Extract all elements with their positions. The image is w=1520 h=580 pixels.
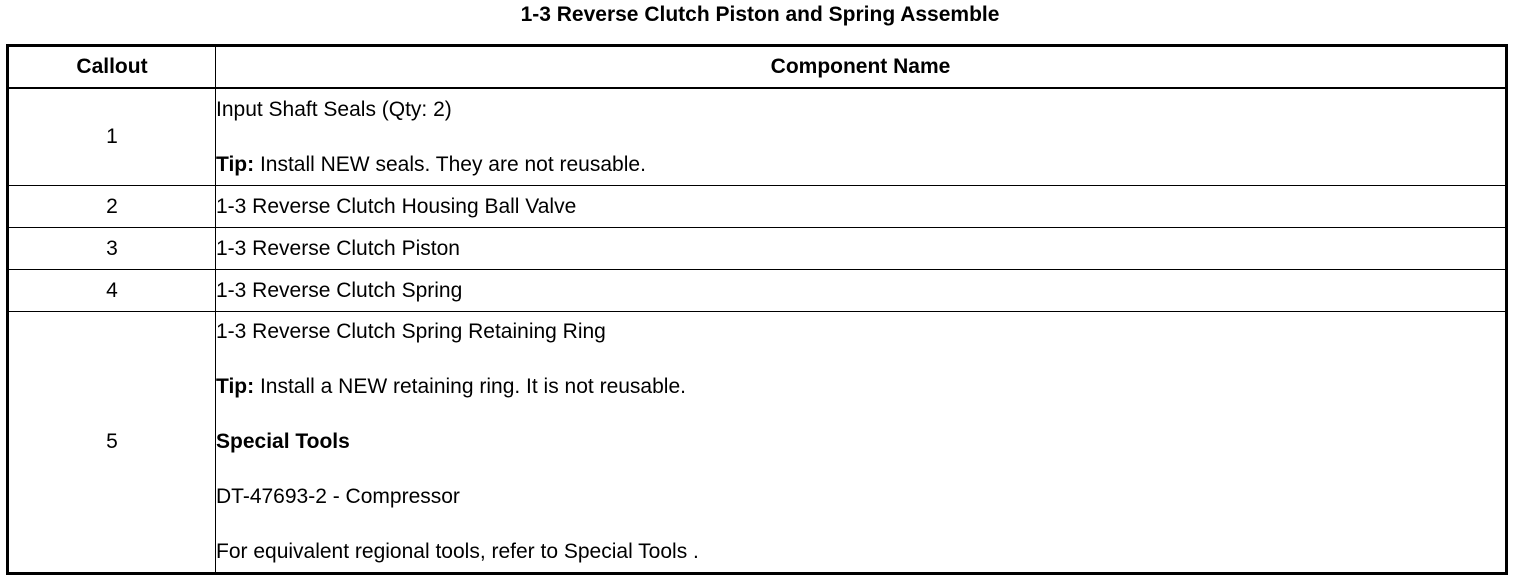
tip-line bbox=[216, 152, 1505, 178]
tip-text: Install NEW seals. They are not reusable. bbox=[254, 152, 646, 176]
callout-number: 1 bbox=[8, 88, 216, 186]
tip-label: Tip: bbox=[216, 375, 255, 398]
table-row bbox=[8, 270, 1507, 312]
components-table bbox=[6, 44, 1508, 575]
component-cell bbox=[216, 88, 1507, 186]
table-row bbox=[8, 228, 1507, 270]
component-name: 1-3 Reverse Clutch Spring Retaining Ring bbox=[216, 320, 606, 343]
component-cell bbox=[216, 312, 1507, 574]
regional-tools-note: For equivalent regional tools, refer to Special Tools . bbox=[216, 540, 699, 563]
callout-number: 5 bbox=[8, 312, 216, 574]
component-name-column-header: Component Name bbox=[216, 46, 1507, 89]
component-name: 1-3 Reverse Clutch Piston bbox=[216, 228, 1507, 270]
table-row bbox=[8, 186, 1507, 228]
callout-column-header: Callout bbox=[8, 46, 216, 89]
special-tools-heading: Special Tools bbox=[216, 430, 350, 453]
component-name: 1-3 Reverse Clutch Housing Ball Valve bbox=[216, 186, 1507, 228]
document-title: 1-3 Reverse Clutch Piston and Spring Assemble bbox=[520, 3, 1000, 26]
callout-number: 2 bbox=[8, 186, 216, 228]
table-header-row bbox=[8, 46, 1507, 89]
tip-label: Tip: bbox=[216, 152, 255, 176]
table-row bbox=[8, 88, 1507, 186]
callout-number: 4 bbox=[8, 270, 216, 312]
component-name: Input Shaft Seals (Qty: 2) bbox=[216, 97, 452, 121]
table-row bbox=[8, 312, 1507, 574]
component-name: 1-3 Reverse Clutch Spring bbox=[216, 270, 1507, 312]
callout-number: 3 bbox=[8, 228, 216, 270]
tip-line bbox=[216, 374, 1505, 400]
tip-text: Install a NEW retaining ring. It is not reusable. bbox=[254, 375, 686, 398]
special-tool-item: DT-47693-2 - Compressor bbox=[216, 485, 460, 508]
